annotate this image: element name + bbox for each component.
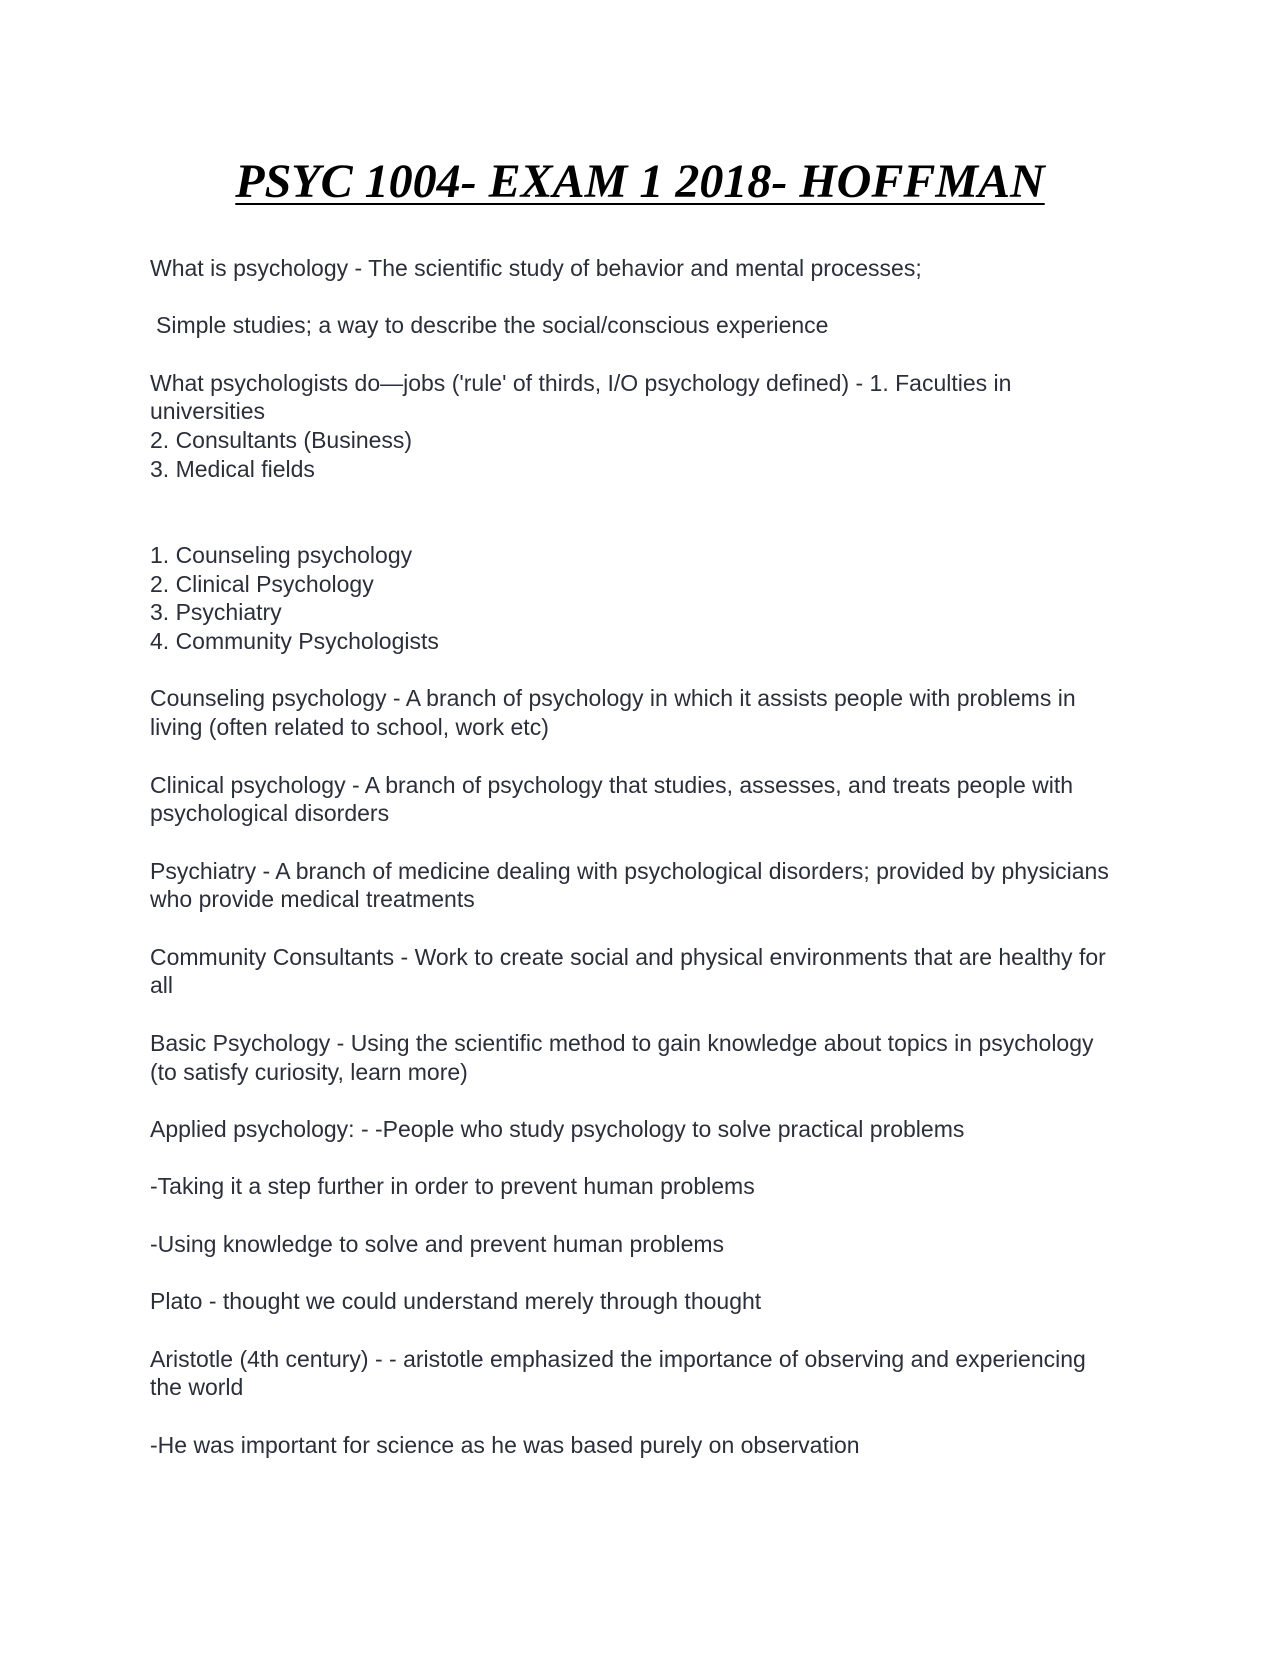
list-item-community-psychologists: 4. Community Psychologists: [150, 628, 439, 655]
paragraph-step-further: -Taking it a step further in order to prevent human problems: [150, 1173, 755, 1200]
document-body: [150, 254, 1110, 1488]
list-item-psychiatry: 3. Psychiatry: [150, 599, 282, 626]
paragraph-basic-psychology: Basic Psychology - Using the scientific method to gain knowledge about topics in psychology (to satisfy curiosity, learn more): [150, 1029, 1094, 1085]
document-title: PSYC 1004- EXAM 1 2018- HOFFMAN: [235, 155, 1045, 208]
paragraph-using-knowledge: -Using knowledge to solve and prevent human problems: [150, 1230, 725, 1257]
list-item-medical-fields: 3. Medical fields: [150, 455, 315, 482]
paragraph-applied-psychology: Applied psychology: - -People who study psychology to solve practical problems: [150, 1115, 965, 1142]
paragraph-simple-studies: Simple studies; a way to describe the social/conscious experience: [156, 312, 829, 339]
paragraph-community-consultants: Community Consultants - Work to create social and physical environments that are healthy for all: [150, 943, 1106, 999]
list-item-consultants: 2. Consultants (Business): [150, 427, 413, 454]
paragraph-observation: -He was important for science as he was based purely on observation: [150, 1431, 860, 1458]
paragraph-plato: Plato - thought we could understand merely through thought: [150, 1288, 762, 1315]
paragraph-what-is-psychology: What is psychology - The scientific study of behavior and mental processes;: [150, 255, 922, 281]
paragraph-clinical-definition: Clinical psychology - A branch of psychology that studies, assesses, and treats people with psychological disorders: [150, 771, 1074, 827]
paragraph-aristotle: Aristotle (4th century) - - aristotle emphasized the importance of observing and experiencing the world: [150, 1345, 1086, 1401]
list-item-clinical-psychology: 2. Clinical Psychology: [150, 570, 374, 597]
list-item-counseling-psychology: 1. Counseling psychology: [150, 541, 413, 568]
paragraph-what-psychologists-do: What psychologists do—jobs ('rule' of thirds, I/O psychology defined) - 1. Faculties in universities: [150, 369, 1012, 425]
paragraph-psychiatry-definition: Psychiatry - A branch of medicine dealing with psychological disorders; provided by physicians who provide medical treatments: [150, 857, 1109, 913]
paragraph-counseling-definition: Counseling psychology - A branch of psychology in which it assists people with problems in living (often related to school, work etc): [150, 685, 1076, 741]
